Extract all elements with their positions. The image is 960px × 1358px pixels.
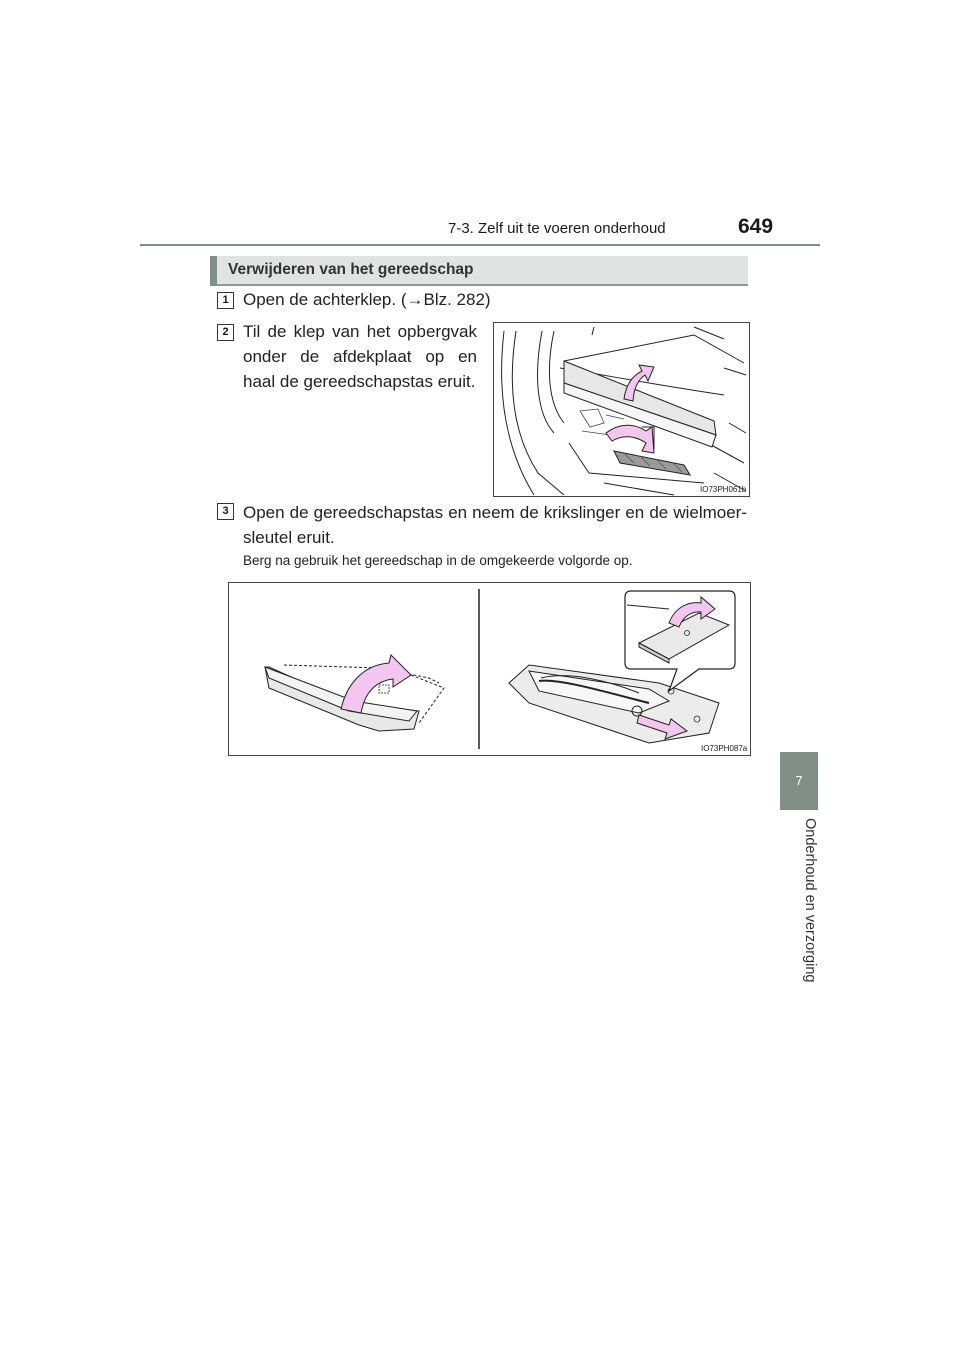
step-number-1: 1: [217, 292, 234, 309]
figure-tool-bag: [228, 582, 751, 756]
step-number-3: 3: [217, 503, 234, 520]
running-header-section: 7-3. Zelf uit te voeren onderhoud: [448, 220, 666, 237]
figure-cargo-storage: [493, 322, 750, 497]
step-2-text: Til de klep van het opbergvak onder de afdekplaat op en haal de gereedschapstas eruit.: [243, 322, 477, 391]
cargo-storage-illustration: [494, 323, 749, 496]
tool-bag-illustration: [229, 583, 750, 755]
page-number: 649: [738, 215, 774, 238]
header-divider: [140, 244, 820, 246]
figure-code-2: IO73PH087a: [701, 744, 748, 753]
section-heading-accent: [210, 256, 217, 286]
step-number-2: 2: [217, 324, 234, 341]
figure-code-1: IO73PH061b: [700, 485, 747, 494]
section-title: Verwijderen van het gereedschap: [228, 261, 474, 278]
chapter-title-vertical: Onderhoud en verzorging: [802, 818, 818, 983]
chapter-tab[interactable]: 7: [780, 752, 818, 810]
step-3-text: Open de gereedschapstas en neem de krikslinger en de wielmoer-sleutel eruit.: [243, 503, 747, 547]
step-1-text: Open de achterklep. (→Blz. 282): [243, 290, 491, 309]
section-heading-bar: [210, 256, 748, 286]
storage-note: Berg na gebruik het gereedschap in de omgekeerde volgorde op.: [243, 553, 633, 568]
